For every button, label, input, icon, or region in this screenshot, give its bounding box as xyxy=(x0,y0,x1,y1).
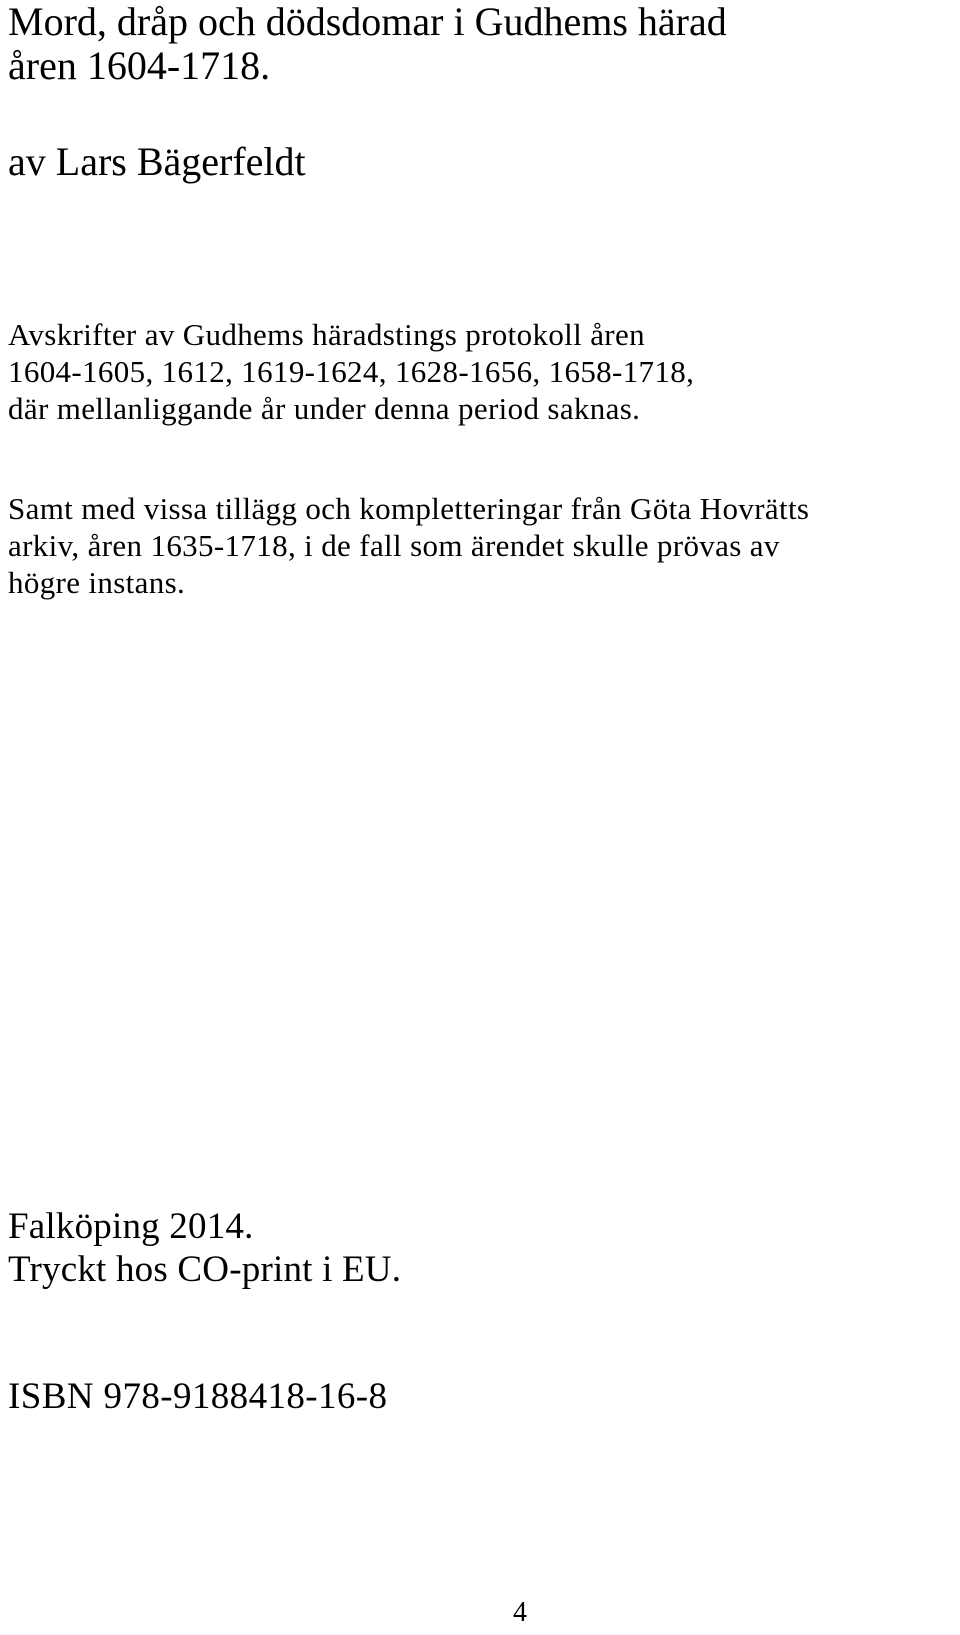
supplement-paragraph xyxy=(8,490,809,601)
title-line-1: Mord, dråp och dödsdomar i Gudhems härad xyxy=(8,0,727,44)
supplement-line-1: Samt med vissa tillägg och kompletteringar från Göta Hovrätts xyxy=(8,491,810,526)
isbn: ISBN 978-9188418-16-8 xyxy=(8,1376,388,1417)
supplement-line-2: arkiv, åren 1635-1718, i de fall som ärendet skulle prövas av xyxy=(8,528,780,563)
author-byline: av Lars Bägerfeldt xyxy=(8,139,306,184)
document-title xyxy=(8,0,727,88)
description-line-2: 1604-1605, 1612, 1619-1624, 1628-1656, 1658-1718, xyxy=(8,354,695,389)
description-paragraph xyxy=(8,316,694,427)
imprint-place-year: Falköping 2014. xyxy=(8,1206,254,1247)
title-line-2: åren 1604-1718. xyxy=(8,43,271,88)
imprint xyxy=(8,1205,401,1291)
description-line-1: Avskrifter av Gudhems häradstings protokoll åren xyxy=(8,317,645,352)
supplement-line-3: högre instans. xyxy=(8,565,186,600)
description-line-3: där mellanliggande år under denna period saknas. xyxy=(8,391,641,426)
imprint-printer: Tryckt hos CO-print i EU. xyxy=(8,1249,402,1290)
page-number: 4 xyxy=(513,1597,527,1628)
